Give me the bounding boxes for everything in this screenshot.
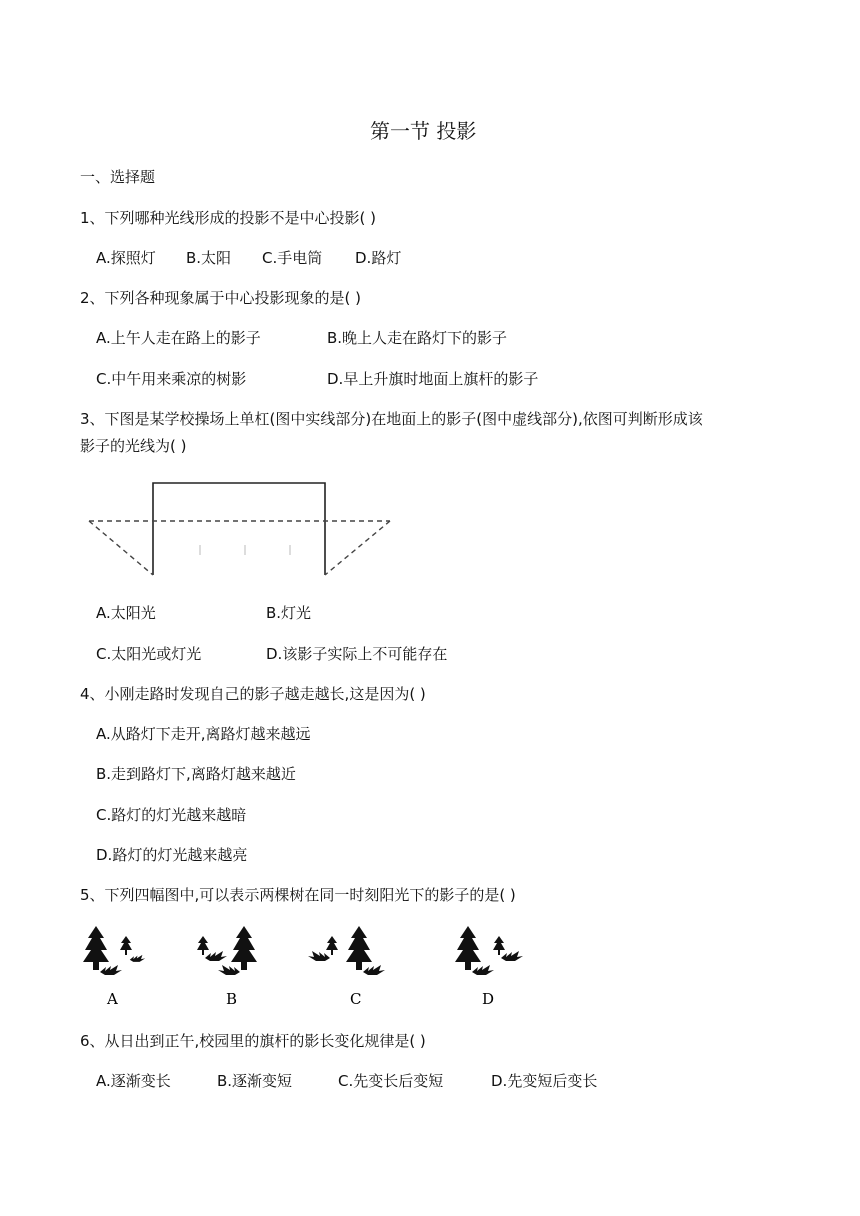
q3-option-d: D.该影子实际上不可能存在: [266, 645, 448, 663]
figure-label-a: A: [107, 990, 118, 1008]
horizontal-bar-solid: [153, 483, 325, 575]
q2-option-a: A.上午人走在路上的影子: [96, 329, 261, 347]
q6-option-a: A.逐渐变长: [96, 1072, 171, 1090]
q4-option-b: B.走到路灯下,离路灯越来越近: [96, 765, 296, 783]
tree-figure-b: [197, 926, 257, 1008]
q6-option-d: D.先变短后变长: [491, 1072, 598, 1090]
question-2-stem: 2、下列各种现象属于中心投影现象的是( ): [80, 289, 362, 307]
question-3-stem-line-1: 3、下图是某学校操场上单杠(图中实线部分)在地面上的影子(图中虚线部分),依图可判断形成该: [80, 410, 703, 428]
q6-option-b: B.逐渐变短: [217, 1072, 293, 1090]
q2-option-c: C.中午用来乘凉的树影: [96, 370, 247, 388]
figure-label-d: D: [482, 990, 495, 1008]
q3-option-b: B.灯光: [266, 604, 312, 622]
figure-label-c: C: [350, 990, 362, 1008]
q1-option-b: B.太阳: [186, 249, 232, 267]
q6-option-c: C.先变长后变短: [338, 1072, 444, 1090]
section-heading: 一、选择题: [80, 168, 156, 186]
q1-option-a: A.探照灯: [96, 249, 156, 267]
question-4-stem: 4、小刚走路时发现自己的影子越走越长,这是因为( ): [80, 685, 426, 703]
tree-figure-d: [455, 926, 523, 1008]
page-title: 第一节 投影: [370, 119, 477, 143]
horizontal-bar-shadow-figure: [85, 475, 405, 585]
q2-option-b: B.晚上人走在路灯下的影子: [327, 329, 508, 347]
tree-figure-a: [83, 926, 145, 1008]
q3-option-c: C.太阳光或灯光: [96, 645, 202, 663]
figure-label-b: B: [226, 990, 238, 1008]
shadow-left-edge: [89, 521, 153, 575]
question-6-stem: 6、从日出到正午,校园里的旗杆的影长变化规律是( ): [80, 1032, 426, 1050]
q3-option-a: A.太阳光: [96, 604, 156, 622]
q4-option-a: A.从路灯下走开,离路灯越来越远: [96, 725, 311, 743]
question-1-stem: 1、下列哪种光线形成的投影不是中心投影( ): [80, 209, 377, 227]
q2-option-d: D.早上升旗时地面上旗杆的影子: [327, 370, 539, 388]
question-5-stem: 5、下列四幅图中,可以表示两棵树在同一时刻阳光下的影子的是( ): [80, 886, 516, 904]
q1-option-c: C.手电筒: [262, 249, 323, 267]
q1-option-d: D.路灯: [355, 249, 402, 267]
tree-figure-c: [308, 926, 385, 1008]
question-3-stem-line-2: 影子的光线为( ): [80, 437, 187, 455]
tree-shadows-figure: [78, 922, 528, 1012]
shadow-right-edge: [325, 521, 390, 575]
q4-option-d: D.路灯的灯光越来越亮: [96, 846, 248, 864]
q4-option-c: C.路灯的灯光越来越暗: [96, 806, 247, 824]
